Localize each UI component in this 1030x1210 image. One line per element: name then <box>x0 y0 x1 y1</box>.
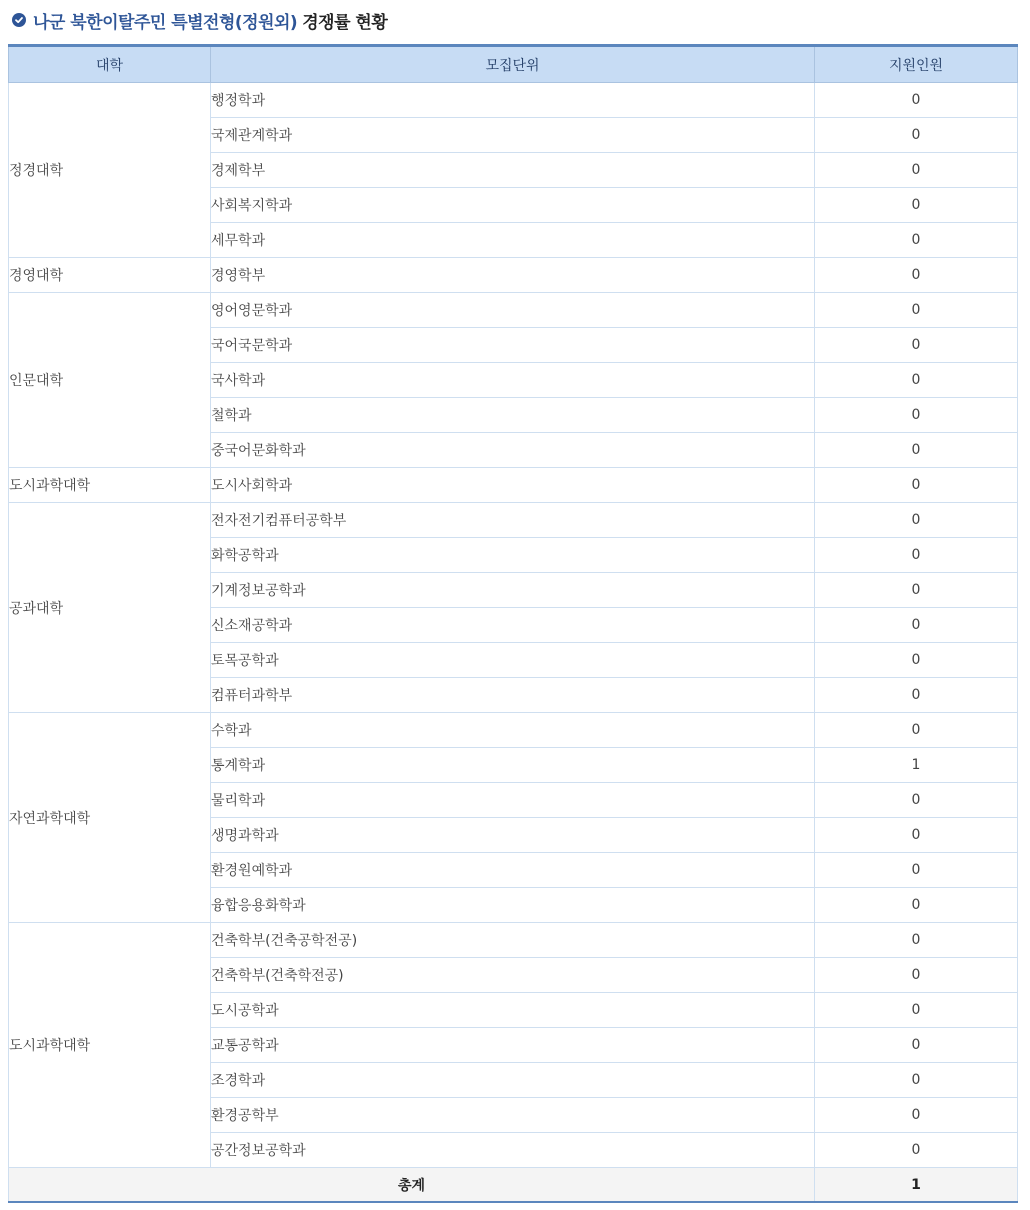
unit-cell: 건축학부(건축공학전공) <box>211 923 815 958</box>
applicant-count-cell: 0 <box>815 993 1018 1028</box>
table-row <box>9 503 1018 538</box>
unit-cell: 국사학과 <box>211 363 815 398</box>
unit-cell: 철학과 <box>211 398 815 433</box>
unit-cell: 물리학과 <box>211 783 815 818</box>
college-cell: 도시과학대학 <box>9 468 211 503</box>
table-row <box>9 468 1018 503</box>
table-row <box>9 83 1018 118</box>
unit-cell: 사회복지학과 <box>211 188 815 223</box>
table-row <box>9 258 1018 293</box>
unit-cell: 교통공학과 <box>211 1028 815 1063</box>
applicant-count-cell: 0 <box>815 363 1018 398</box>
college-cell: 경영대학 <box>9 258 211 293</box>
college-cell: 인문대학 <box>9 293 211 468</box>
table-row <box>9 713 1018 748</box>
unit-cell: 공간정보공학과 <box>211 1133 815 1168</box>
unit-cell: 경제학부 <box>211 153 815 188</box>
unit-cell: 경영학부 <box>211 258 815 293</box>
unit-cell: 컴퓨터과학부 <box>211 678 815 713</box>
title-highlight: 나군 북한이탈주민 특별전형(정원외) <box>33 12 298 33</box>
competition-rate-table <box>8 44 1018 1203</box>
unit-cell: 화학공학과 <box>211 538 815 573</box>
applicant-count-cell: 0 <box>815 153 1018 188</box>
college-cell: 정경대학 <box>9 83 211 258</box>
table-row <box>9 923 1018 958</box>
unit-cell: 행정학과 <box>211 83 815 118</box>
unit-cell: 영어영문학과 <box>211 293 815 328</box>
unit-cell: 국어국문학과 <box>211 328 815 363</box>
unit-cell: 환경공학부 <box>211 1098 815 1133</box>
applicant-count-cell: 0 <box>815 608 1018 643</box>
applicant-count-cell: 0 <box>815 433 1018 468</box>
applicant-count-cell: 0 <box>815 818 1018 853</box>
applicant-count-cell: 0 <box>815 398 1018 433</box>
unit-cell: 생명과학과 <box>211 818 815 853</box>
applicant-count-cell: 0 <box>815 503 1018 538</box>
applicant-count-cell: 0 <box>815 538 1018 573</box>
applicant-count-cell: 0 <box>815 1028 1018 1063</box>
section-title <box>12 7 387 33</box>
unit-cell: 국제관계학과 <box>211 118 815 153</box>
applicant-count-cell: 1 <box>815 748 1018 783</box>
applicant-count-cell: 0 <box>815 223 1018 258</box>
total-count: 1 <box>815 1168 1018 1203</box>
unit-cell: 융합응용화학과 <box>211 888 815 923</box>
applicant-count-cell: 0 <box>815 83 1018 118</box>
applicant-count-cell: 0 <box>815 1133 1018 1168</box>
applicant-count-cell: 0 <box>815 468 1018 503</box>
applicant-count-cell: 0 <box>815 853 1018 888</box>
applicant-count-cell: 0 <box>815 678 1018 713</box>
college-cell: 도시과학대학 <box>9 923 211 1168</box>
unit-cell: 도시공학과 <box>211 993 815 1028</box>
applicant-count-cell: 0 <box>815 643 1018 678</box>
table-header-row <box>9 46 1018 83</box>
table-row <box>9 293 1018 328</box>
college-cell: 공과대학 <box>9 503 211 713</box>
college-cell: 자연과학대학 <box>9 713 211 923</box>
unit-cell: 환경원예학과 <box>211 853 815 888</box>
unit-cell: 수학과 <box>211 713 815 748</box>
applicant-count-cell: 0 <box>815 328 1018 363</box>
applicant-count-cell: 0 <box>815 888 1018 923</box>
applicant-count-cell: 0 <box>815 958 1018 993</box>
applicant-count-cell: 0 <box>815 923 1018 958</box>
unit-cell: 통계학과 <box>211 748 815 783</box>
applicant-count-cell: 0 <box>815 258 1018 293</box>
unit-cell: 도시사회학과 <box>211 468 815 503</box>
unit-cell: 신소재공학과 <box>211 608 815 643</box>
unit-cell: 기계정보공학과 <box>211 573 815 608</box>
unit-cell: 세무학과 <box>211 223 815 258</box>
header-unit: 모집단위 <box>211 46 815 83</box>
unit-cell: 조경학과 <box>211 1063 815 1098</box>
applicant-count-cell: 0 <box>815 188 1018 223</box>
header-college: 대학 <box>9 46 211 83</box>
applicant-count-cell: 0 <box>815 573 1018 608</box>
applicant-count-cell: 0 <box>815 1063 1018 1098</box>
unit-cell: 중국어문화학과 <box>211 433 815 468</box>
header-applicants: 지원인원 <box>815 46 1018 83</box>
applicant-count-cell: 0 <box>815 293 1018 328</box>
table-body <box>9 83 1018 1168</box>
total-label: 총계 <box>9 1168 815 1203</box>
applicant-count-cell: 0 <box>815 713 1018 748</box>
applicant-count-cell: 0 <box>815 783 1018 818</box>
applicant-count-cell: 0 <box>815 1098 1018 1133</box>
unit-cell: 건축학부(건축학전공) <box>211 958 815 993</box>
total-row <box>9 1168 1018 1203</box>
unit-cell: 토목공학과 <box>211 643 815 678</box>
applicant-count-cell: 0 <box>815 118 1018 153</box>
check-circle-icon <box>12 13 26 27</box>
title-rest: 경쟁률 현황 <box>302 12 388 33</box>
unit-cell: 전자전기컴퓨터공학부 <box>211 503 815 538</box>
